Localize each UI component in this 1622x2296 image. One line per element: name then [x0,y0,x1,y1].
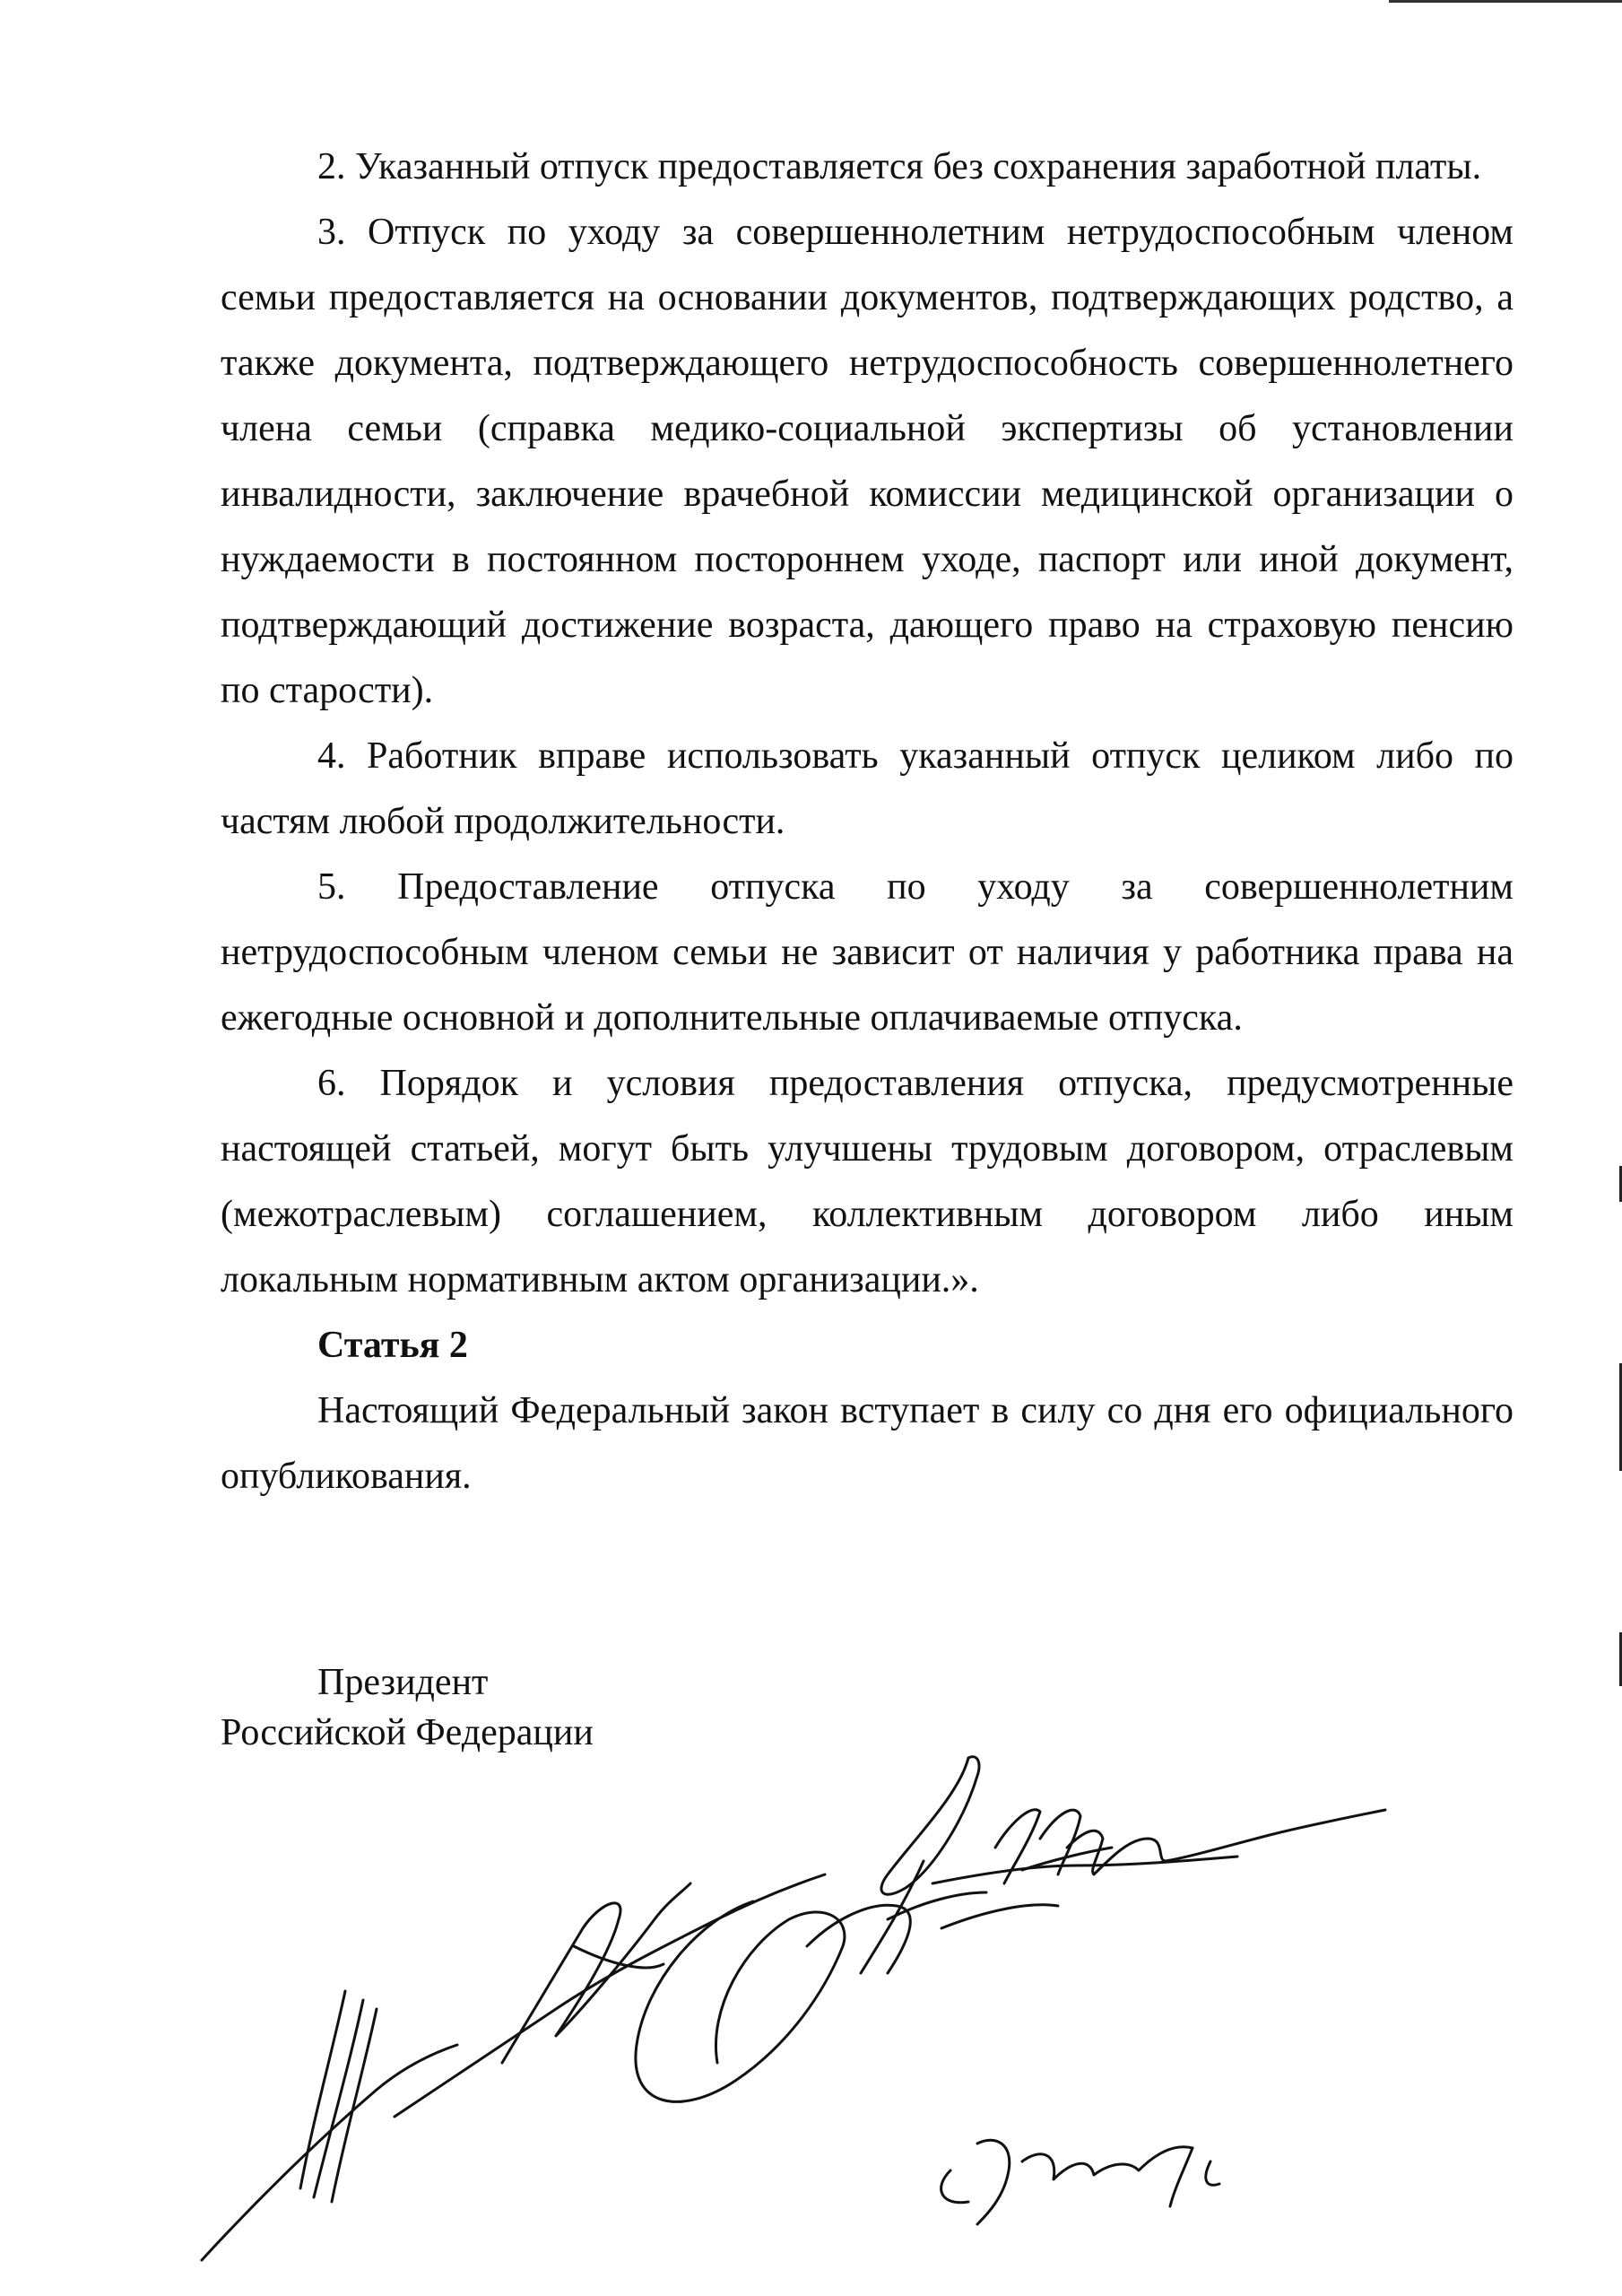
article-text: Настоящий Федеральный закон вступает в силу со дня его официального опубликования. [221,1390,1514,1497]
signature-4 [941,2140,1219,2224]
paragraph-4: 4. Работник вправе использовать указанный отпуск целиком либо по частям любой продолжительности. [221,735,1514,842]
signatory-title-line2: Российской Федерации [221,1712,594,1753]
signatures-drawing [0,1740,1622,2296]
paragraph-2: 2. Указанный отпуск предоставляется без сохранения заработной платы. [317,146,1482,187]
signatory-title-line1: Президент [317,1662,489,1703]
handwritten-signatures [0,1740,1622,2296]
signature-2 [202,1874,825,2260]
scan-top-edge [1389,0,1622,3]
signature-3 [636,1848,1237,2101]
paragraph-5: 5. Предоставление отпуска по уходу за совершеннолетним нетрудоспособным членом семьи не зависит от наличия у работника права на ежегодные основной и дополнительные оплачиваемые отпуска. [221,866,1514,1039]
document-body [221,135,1514,1509]
paragraph-6: 6. Порядок и условия предоставления отпуска, предусмотренные настоящей статьей, могут быть улучшены трудовым договором, отраслевым (межотраслевым) соглашением, коллективным договором либо иным локальным нормативным актом организации.». [221,1063,1514,1300]
paragraph-3: 3. Отпуск по уходу за совершеннолетним нетрудоспособным членом семьи предоставляется на основании документов, подтверждающих родство, а также документа, подтверждающего нетрудоспособность совершеннолетнего члена семьи (справка медико-социальной экспертизы об установлении инвалидности, заключение врачебной комиссии медицинской организации о нуждаемости в постоянном постороннем уходе, паспорт или иной документ, подтверждающий достижение возраста, дающего право на страховую пенсию по старости). [221,212,1514,711]
article-heading: Статья 2 [317,1325,468,1366]
